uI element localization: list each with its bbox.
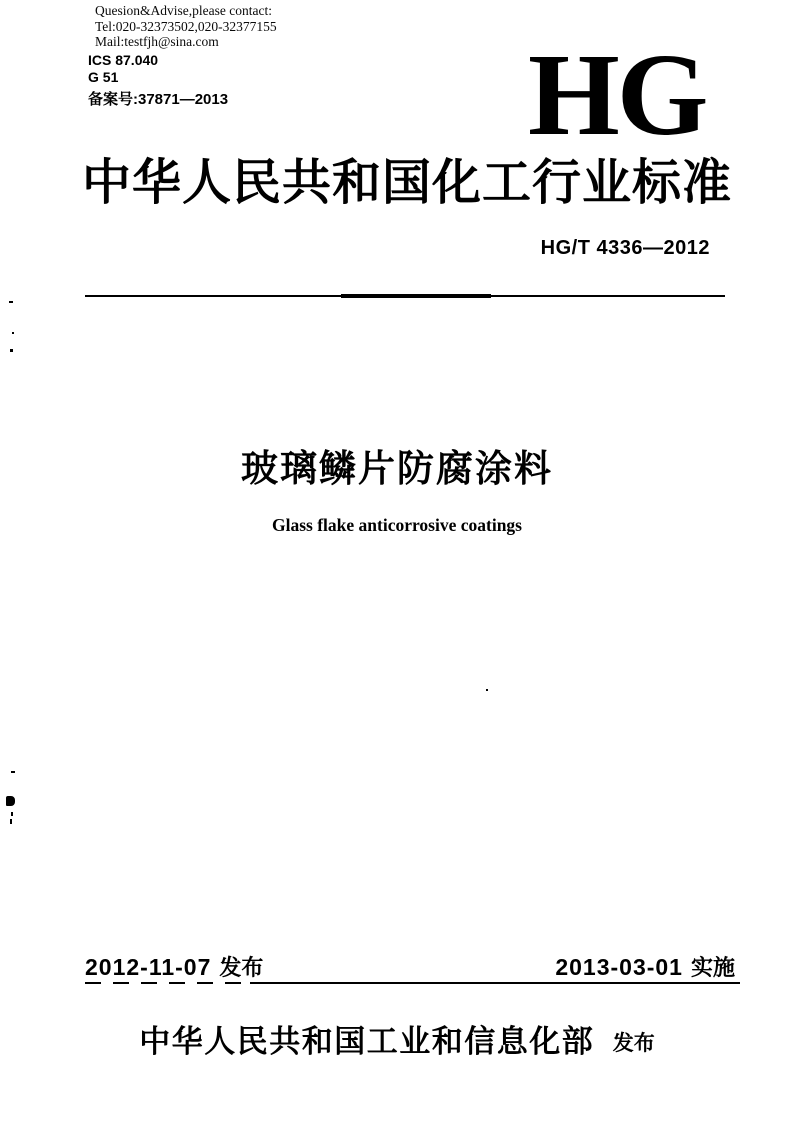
implement-date-row — [555, 951, 735, 982]
contact-line: Mail:testfjh@sina.com — [95, 34, 219, 49]
scan-artifact — [9, 301, 13, 303]
issue-label: 发布 — [219, 955, 264, 980]
record-number: 备案号:37871—2013 — [88, 91, 229, 108]
issue-date-row — [85, 951, 263, 982]
scan-artifact — [11, 812, 13, 816]
scan-artifact — [10, 819, 12, 824]
publisher-row — [0, 1016, 794, 1061]
issue-date: 2012-11-07 — [85, 954, 212, 980]
publisher-name: 中华人民共和国工业和信息化部 — [139, 1024, 595, 1059]
top-divider-rule-thick-segment — [341, 294, 491, 298]
scan-artifact — [10, 349, 13, 352]
scan-artifact — [6, 796, 15, 806]
ics-code: ICS 87.040 — [88, 52, 159, 68]
standard-code: HG/T 4336—2012 — [540, 237, 710, 259]
implement-date: 2013-03-01 — [555, 954, 683, 980]
document-title-zh: 玻璃鳞片防腐涂料 — [241, 448, 553, 489]
contact-block — [95, 3, 277, 50]
footer-rule-broken-segment — [85, 982, 245, 984]
scan-artifact — [486, 689, 488, 691]
implement-label: 实施 — [690, 955, 735, 980]
scan-artifact — [11, 771, 15, 773]
publisher-issue-label: 发布 — [612, 1032, 655, 1055]
hg-logo: HG — [528, 29, 706, 160]
footer-rule — [250, 982, 740, 984]
contact-line: Tel:020-32373502,020-32377155 — [95, 18, 277, 34]
document-title-en: Glass flake anticorrosive coatings — [271, 515, 522, 535]
category-code: G 51 — [88, 69, 119, 85]
series-title: 中华人民共和国化工行业标准 — [82, 156, 733, 210]
scan-artifact — [12, 332, 14, 334]
contact-line: Quesion&Advise,please contact: — [95, 3, 272, 18]
